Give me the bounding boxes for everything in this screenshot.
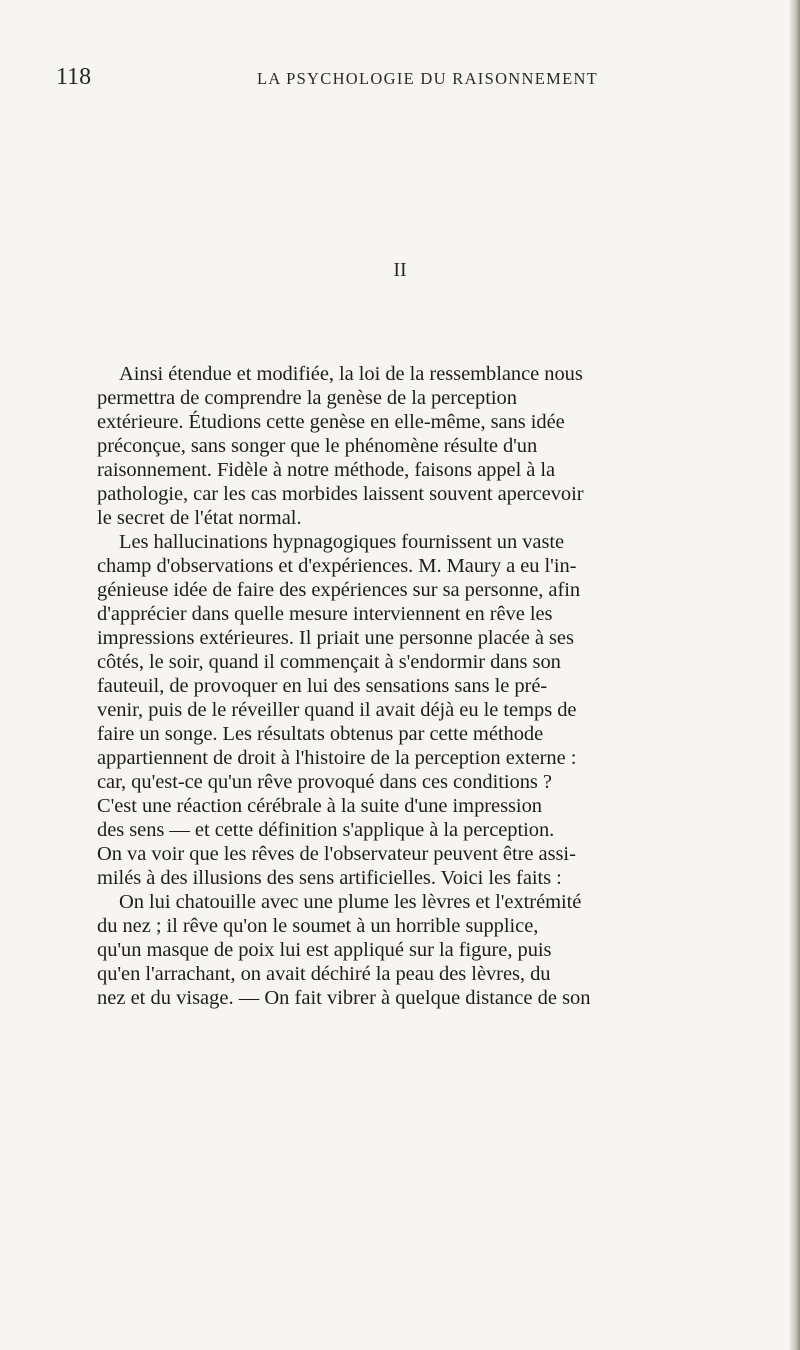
text-line: permettra de comprendre la genèse de la perception [97, 387, 517, 409]
text-line: qu'un masque de poix lui est appliqué sur la figure, puis [97, 939, 552, 961]
text-line: venir, puis de le réveiller quand il avait déjà eu le temps de [97, 699, 577, 721]
text-line: Ainsi étendue et modifiée, la loi de la ressemblance nous [119, 363, 583, 385]
text-line: faire un songe. Les résultats obtenus par cette méthode [97, 723, 544, 745]
running-title: LA PSYCHOLOGIE DU RAISONNEMENT [257, 69, 599, 88]
body-text [97, 362, 797, 1010]
text-line: fauteuil, de provoquer en lui des sensations sans le pré- [97, 675, 548, 697]
text-line: car, qu'est-ce qu'un rêve provoqué dans ces conditions ? [97, 771, 552, 793]
text-line: raisonnement. Fidèle à notre méthode, faisons appel à la [97, 459, 556, 481]
text-line: C'est une réaction cérébrale à la suite d'une impression [97, 795, 542, 817]
text-line: impressions extérieures. Il priait une personne placée à ses [97, 627, 574, 649]
text-line: d'apprécier dans quelle mesure interviennent en rêve les [97, 603, 553, 625]
text-line: côtés, le soir, quand il commençait à s'endormir dans son [97, 651, 561, 673]
text-line: milés à des illusions des sens artificielles. Voici les faits : [97, 867, 562, 889]
text-line: le secret de l'état normal. [97, 507, 302, 529]
text-line: On va voir que les rêves de l'observateur peuvent être assi- [97, 843, 576, 865]
text-line: qu'en l'arrachant, on avait déchiré la peau des lèvres, du [97, 963, 551, 985]
text-line: du nez ; il rêve qu'on le soumet à un horrible supplice, [97, 915, 539, 937]
page-number: 118 [56, 64, 92, 90]
section-number: II [393, 259, 407, 281]
text-line: On lui chatouille avec une plume les lèvres et l'extrémité [119, 891, 582, 913]
text-line: champ d'observations et d'expériences. M. Maury a eu l'in- [97, 555, 577, 577]
text-line: génieuse idée de faire des expériences sur sa personne, afin [97, 579, 581, 601]
text-line: des sens — et cette définition s'applique à la perception. [97, 819, 555, 841]
text-line: pathologie, car les cas morbides laissent souvent apercevoir [97, 483, 584, 505]
text-line: préconçue, sans songer que le phénomène résulte d'un [97, 435, 538, 457]
text-line: nez et du visage. — On fait vibrer à quelque distance de son [97, 987, 591, 1009]
text-line: Les hallucinations hypnagogiques fournissent un vaste [119, 531, 565, 553]
text-line: appartiennent de droit à l'histoire de la perception externe : [97, 747, 577, 769]
text-line: extérieure. Étudions cette genèse en elle-même, sans idée [97, 411, 565, 433]
